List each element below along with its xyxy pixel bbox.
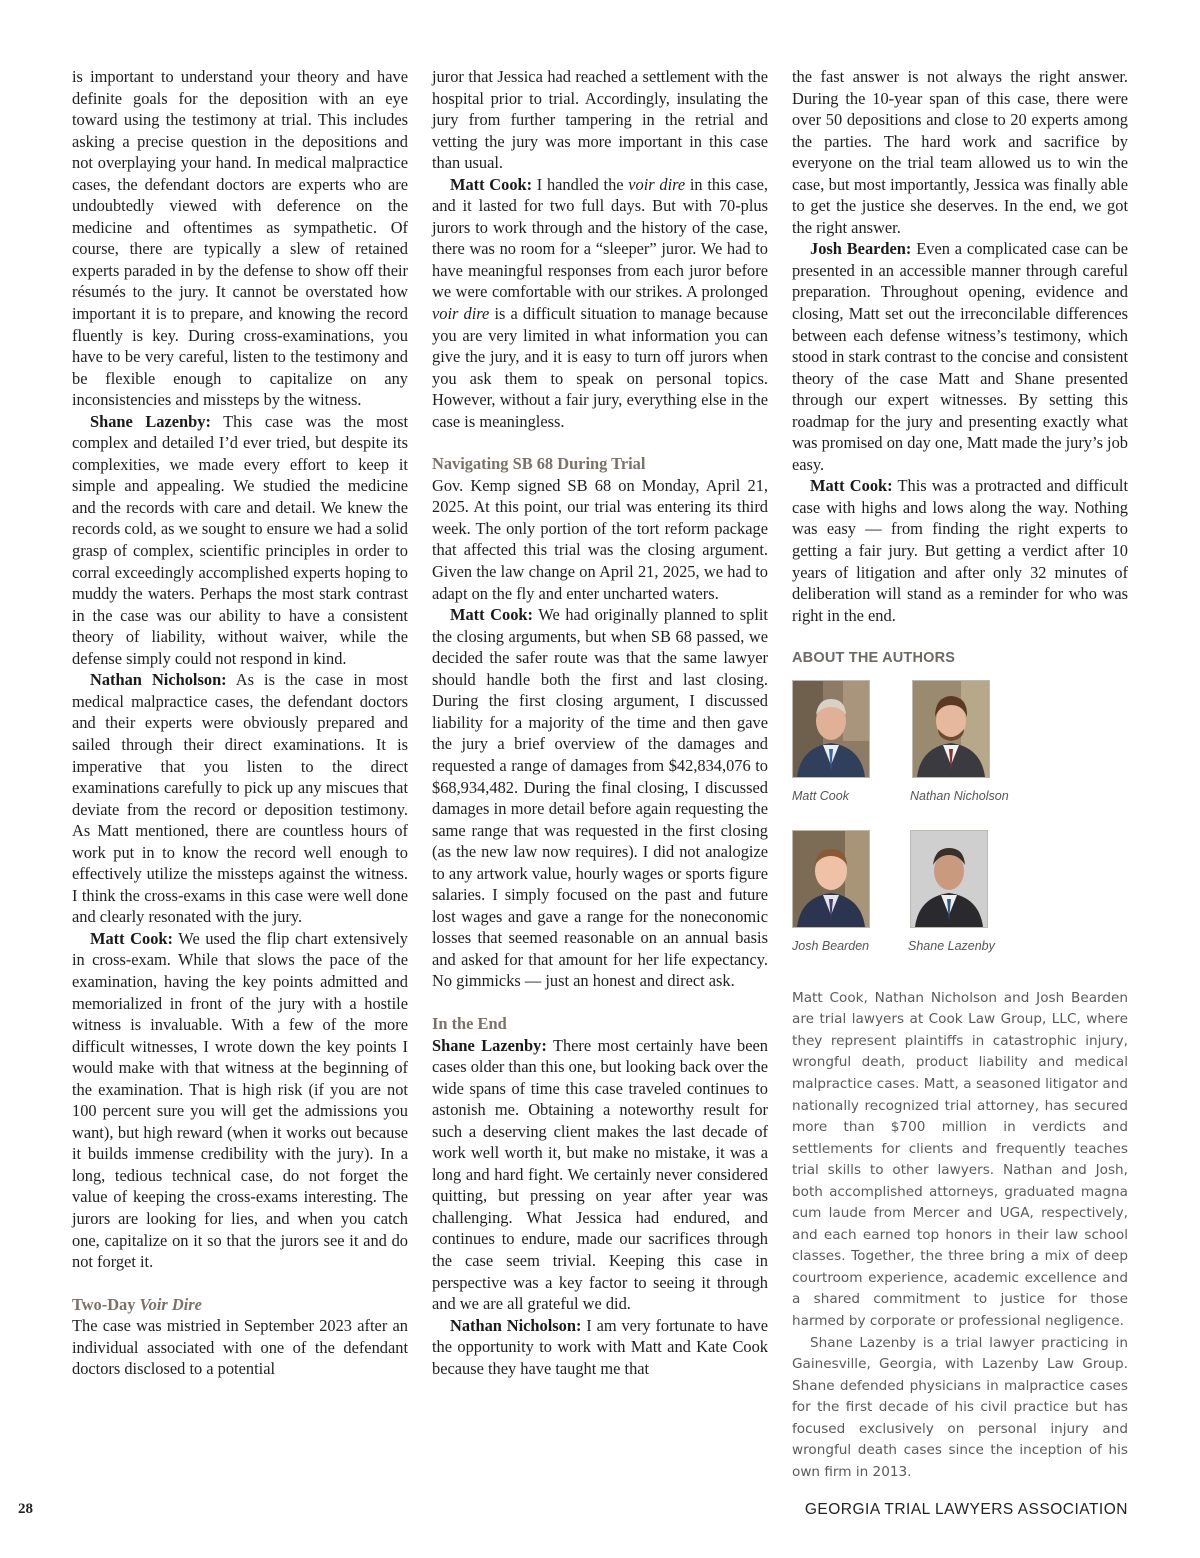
speaker-name: Nathan Nicholson: <box>90 670 227 690</box>
portrait-image <box>793 831 869 927</box>
author-photo-josh-bearden <box>792 830 870 928</box>
paragraph <box>72 928 408 1273</box>
about-authors-heading: ABOUT THE AUTHORS <box>792 650 956 667</box>
author-photo-shane-lazenby <box>910 830 988 928</box>
speaker-name: Matt Cook: <box>810 476 893 496</box>
italic-term: voir dire <box>628 174 686 194</box>
author-caption: Matt Cook <box>792 788 849 803</box>
column-2 <box>432 66 768 1379</box>
author-photos <box>792 680 1128 988</box>
paragraph-text: As is the case in most medical malpractice cases, the defendant doctors and their experts were obviously prepared and sailed through their direct examinations. It is imperative that you listen to the direct examinations carefully to pick up any miscues that deviate from the record or deposition testimony. As Matt mentioned, there are countless hours of work put in to know the record well enough to effectively utilize the missteps against the witness. I think the cross-exams in this case were well done and clearly resonated with the jury. <box>72 670 408 927</box>
paragraph-text: We had originally planned to split the closing arguments, but when SB 68 passed, we decided the safer route was that the same lawyer should handle both the first and last closing. During the first closing argument, I discussed liability for a majority of the time and then gave the jury a brief overview of the damages and requested a range of damages from $42,834,076 to $68,934,482. During the final closing, I discussed damages in more detail before again requesting the same range that was requested in the first closing (as the new law now requires). I did not analogize to any artwork value, hourly wages or sports figure salaries. I simply focused on the past and future lost wages and gave a range for the noneconomic losses that seemed reasonable on an annual basis and asked for that amount for her life expectancy. No gimmicks — just an honest and direct ask. <box>432 605 768 991</box>
paragraph <box>432 66 768 174</box>
paragraph <box>792 66 1128 238</box>
publication-name: GEORGIA TRIAL LAWYERS ASSOCIATION <box>804 1501 1128 1518</box>
author-photo-matt-cook <box>792 680 870 778</box>
paragraph <box>72 411 408 670</box>
paragraph <box>432 174 768 433</box>
paragraph-text: This case was the most complex and detailed I’d ever tried, but despite its complexities, we made every effort to keep it simple and appealing. We studied the medicine and the records with care and detail. We knew the records cold, as we sought to ensure we had a solid grasp of complex, scientific principles in order to corral exceedingly accomplished experts hoping to muddy the waters. Perhaps the most stark contrast in the case was our ability to have a consistent theory of liability, without waiver, while the defense simply could not respond in kind. <box>72 411 408 668</box>
paragraph-text: We used the flip chart extensively in cross-exam. While that slows the pace of the examination, having the key points admitted and memorialized in front of the jury with a hostile witness is invaluable. With a few of the more difficult witnesses, I wrote down the key points I would make with that witness at the beginning of the examination. That is high risk (if you are not 100 percent sure you will get the admissions you want), but high reward (when it works out because it builds immense credibility with the jury). In a long, tedious technical case, do not forget the value of keeping the cross-exams interesting. The jurors are looking for lies, and when you catch one, capitalize on it so that the jurors see it and do not forget it. <box>72 928 408 1272</box>
paragraph <box>792 475 1128 626</box>
section-heading-sb68: Navigating SB 68 During Trial <box>432 454 646 474</box>
author-caption: Josh Bearden <box>792 938 870 953</box>
italic-term: voir dire <box>432 304 490 324</box>
bio-paragraph: Shane Lazenby is a trial lawyer practicing in Gainesville, Georgia, with Lazenby Law Group. Shane defended physicians in malpractice cases for the first decade of his civil practice but has focused exclusively on personal injury and wrongful death cases since the inception of his own firm in 2013. <box>792 1334 1128 1480</box>
paragraph <box>72 66 408 411</box>
paragraph <box>72 1315 408 1380</box>
paragraph-text: I am very fortunate to have the opportunity to work with Matt and Kate Cook because they have taught me that <box>432 1315 768 1378</box>
paragraph-text: is important to understand your theory and have definite goals for the deposition with an eye toward using the testimony at trial. This includes asking a precise question in the depositions and not overplaying your hand. In medical malpractice cases, the defendant doctors are experts who are undoubtedly viewed with deference on the medicine and oftentimes as sympathetic. Of course, there are typically a slew of retained experts paraded in by the defense to show off their résumés to the jury. It cannot be overstated how important it is to prepare, and knowing the record fluently is key. During cross-examinations, you have to be very careful, listen to the testimony and be flexible enough to capitalize on any inconsistencies and missteps by the witness. <box>72 67 408 410</box>
speaker-name: Matt Cook: <box>450 174 533 194</box>
paragraph-text: This was a protracted and difficult case with highs and lows along the way. Nothing was easy — from finding the right experts to getting a fair jury. But getting a verdict after 10 years of litigation and after only 32 minutes of deliberation will stand as a reminder for who was right in the end. <box>792 476 1129 625</box>
speaker-name: Matt Cook: <box>90 928 173 948</box>
page-number: 28 <box>18 1501 33 1517</box>
paragraph <box>432 604 768 992</box>
author-caption: Nathan Nicholson <box>910 788 1009 803</box>
authors-bio <box>792 988 1128 1484</box>
speaker-name: Shane Lazenby: <box>432 1035 547 1055</box>
author-caption: Shane Lazenby <box>908 938 995 953</box>
paragraph-text: There most certainly have been cases older than this one, but looking back over the wide spans of time this case traveled continues to astonish me. Obtaining a noteworthy result for such a deserving client makes the last decade of work well worth it, but make no mistake, it was a long and hard fight. We certainly never considered quitting, but pressing on year after year was challenging. What Jessica had endured, and continues to endure, made our sacrifices through the case seem trivial. Keeping this case in perspective was a key factor to seeing it through and we are all grateful we did. <box>432 1035 768 1314</box>
author-photo-nathan-nicholson <box>912 680 990 778</box>
speaker-name: Josh Bearden: <box>810 239 912 259</box>
paragraph <box>72 669 408 928</box>
paragraph-text: the fast answer is not always the right answer. During the 10-year span of this case, there were over 50 depositions and close to 20 experts among the parties. The hard work and sacrifice by everyone on the trial team allowed us to win the case, but most importantly, Jessica was finally able to get the justice she deserves. In the end, we got the right answer. <box>792 67 1128 237</box>
heading-italic-text: Voir Dire <box>139 1294 202 1314</box>
section-heading-in-the-end: In the End <box>432 1013 507 1033</box>
paragraph-text: Even a complicated case can be presented in an accessible manner through careful preparation. Throughout opening, evidence and closing, Matt set out the irreconcilable differences between each defense witness’s testimony, which stood in stark contrast to the concise and consistent theory of the case Matt and Shane presented through our expert witnesses. By setting this roadmap for the jury and presenting exactly what was promised on day one, Matt made the jury’s job easy. <box>792 239 1128 474</box>
paragraph-text: juror that Jessica had reached a settlement with the hospital prior to trial. Accordingly, insulating the jury from further tampering in the retrial and vetting the jury was more important in this case than usual. <box>432 67 768 173</box>
paragraph-text: I handled the <box>532 174 629 194</box>
heading-text: Two-Day <box>72 1294 140 1314</box>
portrait-image <box>913 681 989 777</box>
paragraph <box>432 1315 768 1380</box>
paragraph <box>432 1035 768 1315</box>
paragraph-text: in this case, and it lasted for two full days. But with 70-plus jurors to work through and the history of the case, there was no room for a “sleeper” juror. We had to have meaningful responses from each juror before we were comfortable with our strikes. A prolonged <box>432 174 769 302</box>
portrait-image <box>911 831 987 927</box>
paragraph-text: The case was mistried in September 2023 after an individual associated with one of the defendant doctors disclosed to a potential <box>72 1316 408 1379</box>
column-3 <box>792 66 1128 1483</box>
speaker-name: Nathan Nicholson: <box>450 1315 582 1335</box>
speaker-name: Matt Cook: <box>450 605 533 625</box>
paragraph <box>792 238 1128 475</box>
column-1 <box>72 66 408 1380</box>
paragraph <box>432 475 768 604</box>
speaker-name: Shane Lazenby: <box>90 411 211 431</box>
section-heading-voir-dire <box>72 1294 408 1316</box>
portrait-image <box>793 681 869 777</box>
paragraph-text: is a difficult situation to manage because you are very limited in what information you can give the jury, and it is easy to turn off jurors when you ask them to speak on personal topics. However, without a fair jury, everything else in the case is meaningless. <box>432 304 768 431</box>
bio-paragraph: Matt Cook, Nathan Nicholson and Josh Bearden are trial lawyers at Cook Law Group, LLC, where they represent plaintiffs in catastrophic injury, wrongful death, product liability and medical malpractice cases. Matt, a seasoned litigator and nationally recognized trial attorney, has secured more than $700 million in verdicts and settlements for clients and frequently teaches trial skills to other lawyers. Nathan and Josh, both accomplished attorneys, graduated magna cum laude from Mercer and UGA, respectively, and each earned top honors in their law school classes. Together, the three bring a mix of deep courtroom experience, academic excellence and a shared commitment to justice for those harmed by corporate or professional negligence. <box>792 989 1128 1329</box>
paragraph-text: Gov. Kemp signed SB 68 on Monday, April 21, 2025. At this point, our trial was entering its third week. The only portion of the tort reform package that affected this trial was the closing argument. Given the law change on April 21, 2025, we had to adapt on the fly and enter uncharted waters. <box>432 475 768 603</box>
